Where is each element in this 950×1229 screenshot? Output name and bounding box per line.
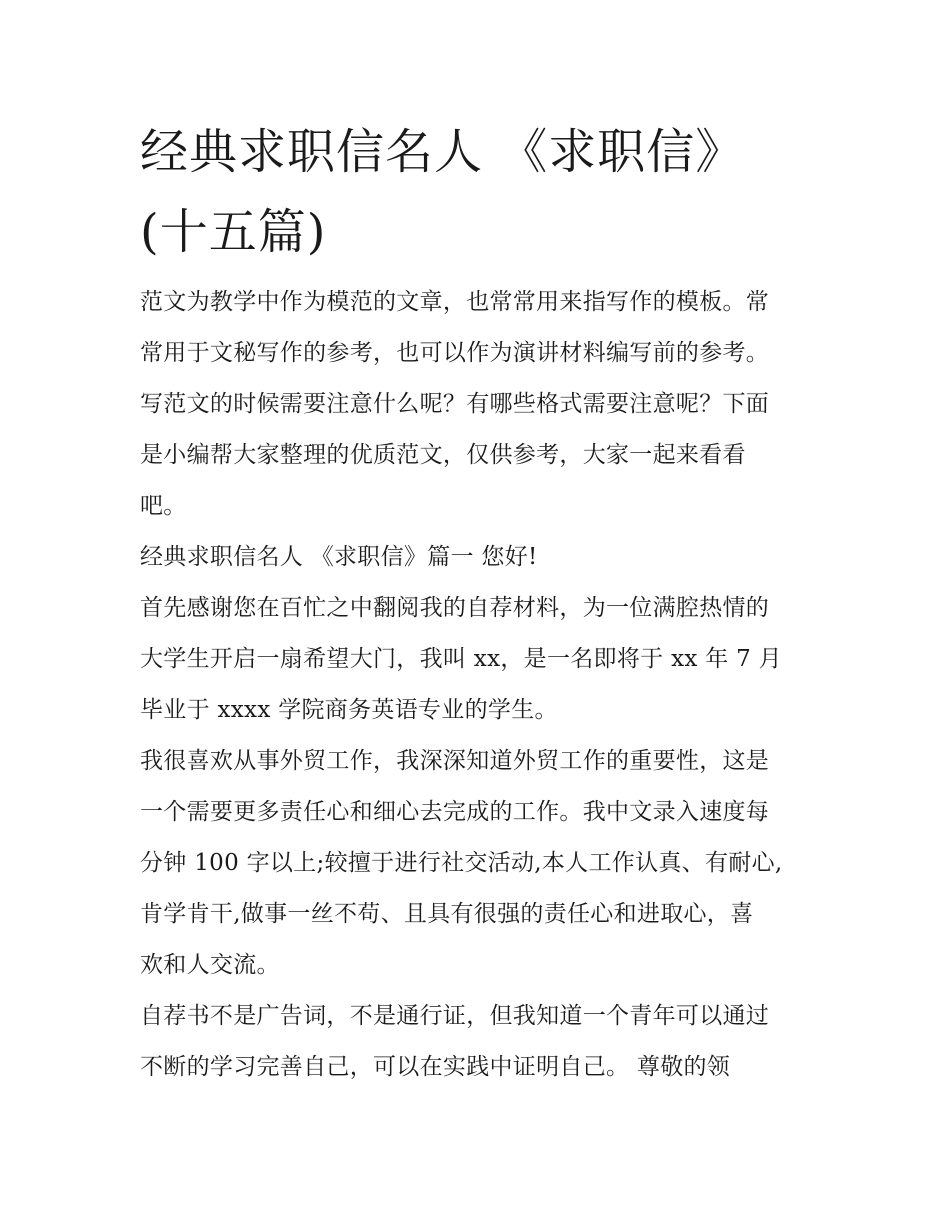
body-line: 常用于文秘写作的参考，也可以作为演讲材料编写前的参考。 xyxy=(140,340,770,366)
body-line: 首先感谢您在百忙之中翻阅我的自荐材料，为一位满腔热情的 xyxy=(140,595,770,621)
body-line: 我很喜欢从事外贸工作，我深深知道外贸工作的重要性，这是 xyxy=(140,748,770,774)
body-line: 自荐书不是广告词，不是通行证，但我知道一个青年可以通过 xyxy=(140,1003,770,1029)
body-line: 写范文的时候需要注意什么呢？有哪些格式需要注意呢？下面 xyxy=(140,391,770,417)
body-line: 一个需要更多责任心和细心去完成的工作。我中文录入速度每 xyxy=(140,799,770,825)
title-line-2: (十五篇) xyxy=(140,204,327,260)
body-line: 毕业于 xxxx 学院商务英语专业的学生。 xyxy=(140,697,558,723)
body-line: 范文为教学中作为模范的文章，也常常用来指写作的模板。常 xyxy=(140,289,770,315)
body-line: 分钟 100 字以上;较擅于进行社交活动,本人工作认真、有耐心, xyxy=(140,850,783,876)
document-header xyxy=(140,112,820,272)
body-line: 吧。 xyxy=(140,493,187,519)
document-title xyxy=(140,112,820,272)
body-line: 大学生开启一扇希望大门，我叫 xx，是一名即将于 xx 年 7 月 xyxy=(140,646,782,672)
section-heading: 经典求职信名人 《求职信》篇一 您好! xyxy=(140,544,538,570)
body-line: 欢和人交流。 xyxy=(140,952,280,978)
body-line: 不断的学习完善自己，可以在实践中证明自己。 尊敬的领 xyxy=(140,1054,731,1080)
body-line: 是小编帮大家整理的优质范文，仅供参考，大家一起来看看 xyxy=(140,442,746,468)
title-line-1: 经典求职信名人 《求职信》 xyxy=(140,124,745,180)
body-line: 肯学肯干,做事一丝不苟、且具有很强的责任心和进取心，喜 xyxy=(140,901,754,927)
document-body xyxy=(140,277,820,1093)
